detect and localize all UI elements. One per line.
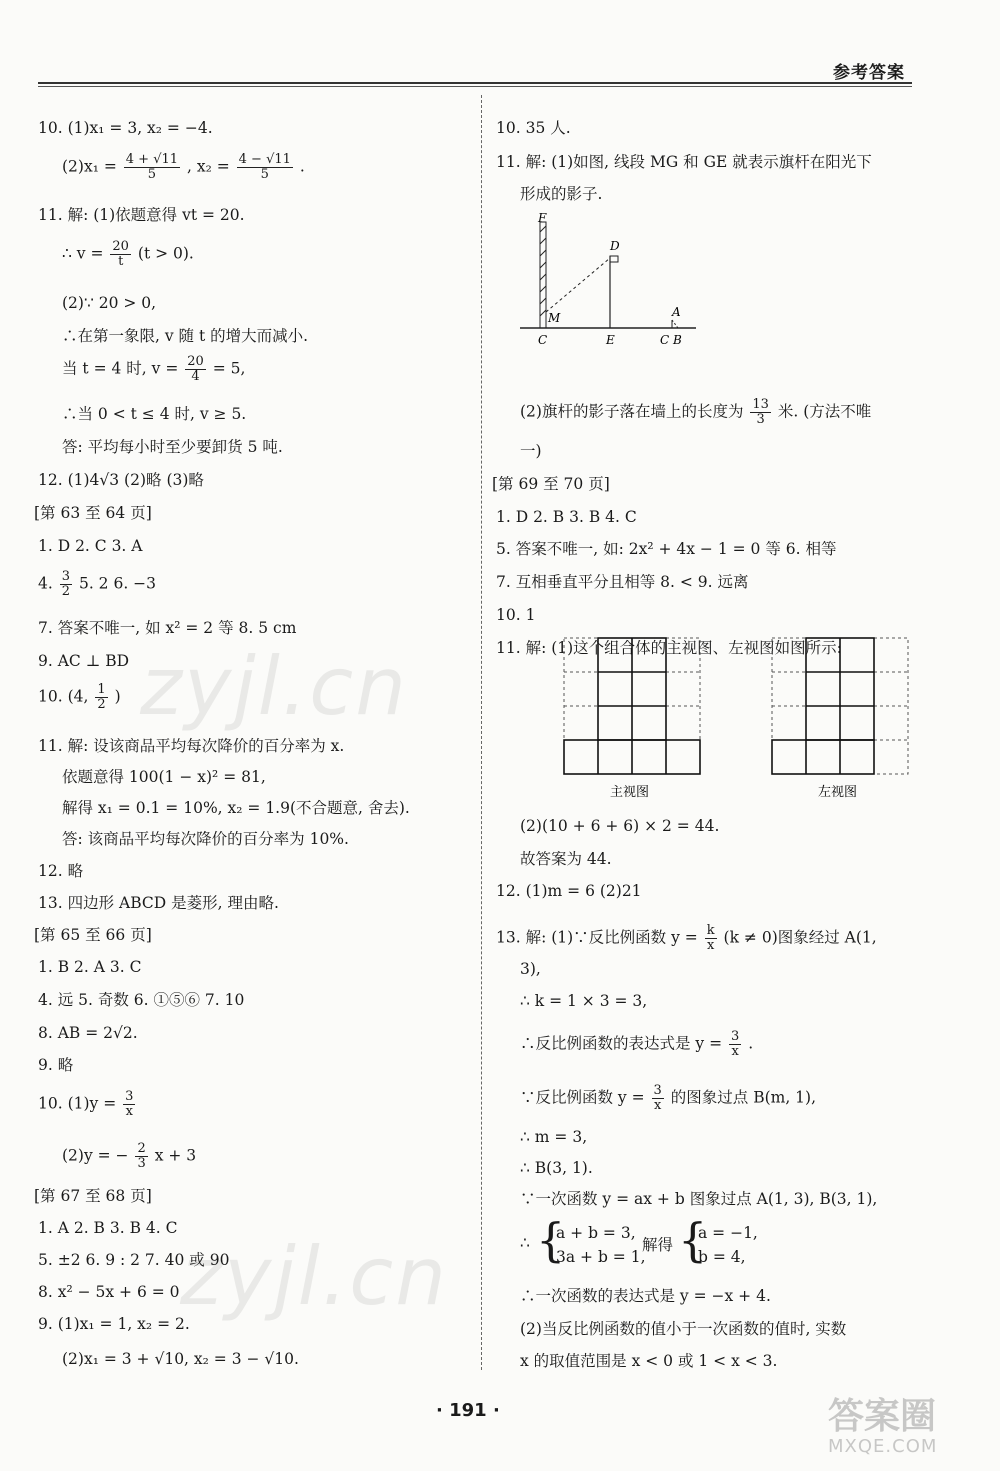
- header-title: 参考答案: [833, 63, 905, 83]
- answer-line: ∴反比例函数的表达式是 y = $\frac{3}{x}$ .: [520, 1029, 754, 1059]
- watermark: zyjl.cn: [140, 640, 408, 733]
- label-CB: C B: [660, 333, 682, 347]
- section-heading: [第 67 至 68 页]: [34, 1187, 152, 1205]
- answer-line: 9. (1)x₁ = 1, x₂ = 2.: [38, 1315, 190, 1333]
- answer-line: 7. 答案不唯一, 如 x² = 2 等 8. 5 cm: [38, 619, 297, 637]
- answer-line: 9. 略: [38, 1056, 74, 1074]
- label-D: D: [610, 239, 620, 253]
- answer-line: ∴在第一象限, v 随 t 的增大而减小.: [62, 327, 309, 345]
- answer-line: 8. x² − 5x + 6 = 0: [38, 1283, 180, 1301]
- answer-line: 当 t = 4 时, v = $\frac{20}{4}$ = 5,: [62, 354, 246, 384]
- answer-line: (2)(10 + 6 + 6) × 2 = 44.: [520, 817, 720, 835]
- answer-line: 1. D 2. C 3. A: [38, 537, 143, 555]
- label-E: E: [606, 333, 615, 347]
- section-heading: [第 65 至 66 页]: [34, 926, 152, 944]
- main-view-label: 主视图: [610, 785, 650, 800]
- label-A: A: [672, 305, 681, 319]
- equation-system: ∴ { a + b = 3, 3a + b = 1, 解得 { a = −1, b = 4,: [520, 1213, 758, 1267]
- answer-line: 4. $\frac{3}{2}$ 5. 2 6. −3: [38, 569, 157, 599]
- header-rule-thin: [38, 86, 912, 87]
- answer-line: 5. 答案不唯一, 如: 2x² + 4x − 1 = 0 等 6. 相等: [496, 540, 837, 558]
- column-divider: [481, 95, 482, 1370]
- answer-line: 1. B 2. A 3. C: [38, 958, 142, 976]
- answer-line: 一): [520, 442, 542, 460]
- answer-line: 11. 解: (1)这个组合体的主视图、左视图如图所示:: [496, 639, 842, 657]
- answer-line: ∴一次函数的表达式是 y = −x + 4.: [520, 1287, 771, 1305]
- fraction: $\frac{3}{x}$: [653, 1083, 662, 1113]
- answer-line: 12. (1)4√3 (2)略 (3)略: [38, 471, 204, 489]
- answer-line: 9. AC ⊥ BD: [38, 652, 130, 670]
- answer-line: 10. (1)y = $\frac{3}{x}$: [38, 1089, 134, 1119]
- fraction: $\frac{13}{3}$: [752, 397, 769, 427]
- answer-line: x 的取值范围是 x < 0 或 1 < x < 3.: [520, 1352, 778, 1370]
- answer-line: ∴ v = $\frac{20}{t}$ (t > 0).: [62, 239, 194, 269]
- main-view-grid: [562, 636, 712, 806]
- fraction: $\frac{20}{t}$: [112, 239, 129, 269]
- answer-line: ∵反比例函数 y = $\frac{3}{x}$ 的图象过点 B(m, 1),: [520, 1083, 817, 1113]
- watermark-stamp: 答案圈 MXQE.COM: [828, 1396, 938, 1457]
- fraction: $\frac{3}{x}$: [731, 1029, 740, 1059]
- fraction: $\frac{2}{3}$: [137, 1141, 146, 1171]
- page-number: · 191 ·: [436, 1400, 500, 1421]
- left-view-grid: [770, 636, 920, 806]
- section-heading: [第 69 至 70 页]: [492, 475, 610, 493]
- answer-line: 11. 解: (1)如图, 线段 MG 和 GE 就表示旗杆在阳光下: [496, 153, 872, 171]
- fraction: $\frac{4 + √11}{5}$: [125, 152, 179, 182]
- answer-line: 8. AB = 2√2.: [38, 1024, 138, 1042]
- answer-line: 11. 解: 设该商品平均每次降价的百分率为 x.: [38, 737, 345, 755]
- answer-line: 5. ±2 6. 9 : 2 7. 40 或 90: [38, 1251, 230, 1269]
- answer-line: 形成的影子.: [520, 185, 603, 203]
- answer-line: 12. (1)m = 6 (2)21: [496, 882, 642, 900]
- answer-line: (2)x₁ = 3 + √10, x₂ = 3 − √10.: [62, 1350, 299, 1368]
- answer-line: 答: 平均每小时至少要卸货 5 吨.: [62, 438, 283, 456]
- answer-line: (2)当反比例函数的值小于一次函数的值时, 实数: [520, 1320, 847, 1338]
- answer-line: 4. 远 5. 奇数 6. ①⑤⑥ 7. 10: [38, 991, 245, 1009]
- answer-line: 7. 互相垂直平分且相等 8. < 9. 远离: [496, 573, 749, 591]
- section-heading: [第 63 至 64 页]: [34, 504, 152, 522]
- answer-line: 13. 解: (1)∵反比例函数 y = $\frac{k}{x}$ (k ≠ 0)图象经过 A(1,: [496, 923, 877, 953]
- answer-line: (2)∵ 20 > 0,: [62, 294, 157, 312]
- answer-line: 12. 略: [38, 862, 84, 880]
- answer-line: 10. 1: [496, 606, 536, 624]
- answer-line: (2)x₁ = $\frac{4 + √11}{5}$ , x₂ = $\frac{4 - √11}{5}$ .: [62, 152, 305, 182]
- answer-line: ∴ k = 1 × 3 = 3,: [520, 992, 648, 1010]
- fraction: $\frac{3}{2}$: [61, 569, 71, 599]
- answer-line: 解得 x₁ = 0.1 = 10%, x₂ = 1.9(不合题意, 舍去).: [62, 799, 410, 817]
- answer-line: ∴当 0 < t ≤ 4 时, v ≥ 5.: [62, 405, 247, 423]
- label-M: M: [548, 311, 561, 325]
- fraction: $\frac{4 - √11}{5}$: [238, 152, 291, 182]
- answer-line: (2)旗杆的影子落在墙上的长度为 $\frac{13}{3}$ 米. (方法不唯: [520, 397, 872, 427]
- answer-line: 答: 该商品平均每次降价的百分率为 10%.: [62, 830, 349, 848]
- answer-line: 故答案为 44.: [520, 850, 612, 868]
- label-F: F: [538, 212, 547, 225]
- answer-line: ∵一次函数 y = ax + b 图象过点 A(1, 3), B(3, 1),: [520, 1190, 878, 1208]
- answer-line: (2)y = − $\frac{2}{3}$ x + 3: [62, 1141, 197, 1171]
- answer-line: 10. (4, $\frac{1}{2}$ ): [38, 682, 121, 712]
- answer-line: 3),: [520, 960, 541, 978]
- answer-line: 11. 解: (1)依题意得 vt = 20.: [38, 206, 245, 224]
- fraction: $\frac{k}{x}$: [706, 923, 715, 953]
- answer-line: 13. 四边形 ABCD 是菱形, 理由略.: [38, 894, 279, 912]
- fraction: $\frac{3}{x}$: [125, 1089, 134, 1119]
- label-C: C: [538, 333, 548, 347]
- answer-line: 10. 35 人.: [496, 119, 571, 137]
- answer-line: 1. D 2. B 3. B 4. C: [496, 508, 637, 526]
- header-rule: [38, 82, 912, 84]
- answer-line: ∴ B(3, 1).: [520, 1159, 593, 1177]
- flagpole-shadow-diagram: [512, 212, 712, 352]
- answer-line: ∴ m = 3,: [520, 1128, 588, 1146]
- answer-line: 1. A 2. B 3. B 4. C: [38, 1219, 178, 1237]
- left-view-label: 左视图: [818, 785, 858, 800]
- fraction: $\frac{1}{2}$: [97, 682, 106, 712]
- watermark: zyjl.cn: [180, 1230, 448, 1323]
- answer-line: 10. (1)x₁ = 3, x₂ = −4.: [38, 119, 213, 137]
- fraction: $\frac{20}{4}$: [187, 354, 204, 384]
- answer-line: 依题意得 100(1 − x)² = 81,: [62, 768, 266, 786]
